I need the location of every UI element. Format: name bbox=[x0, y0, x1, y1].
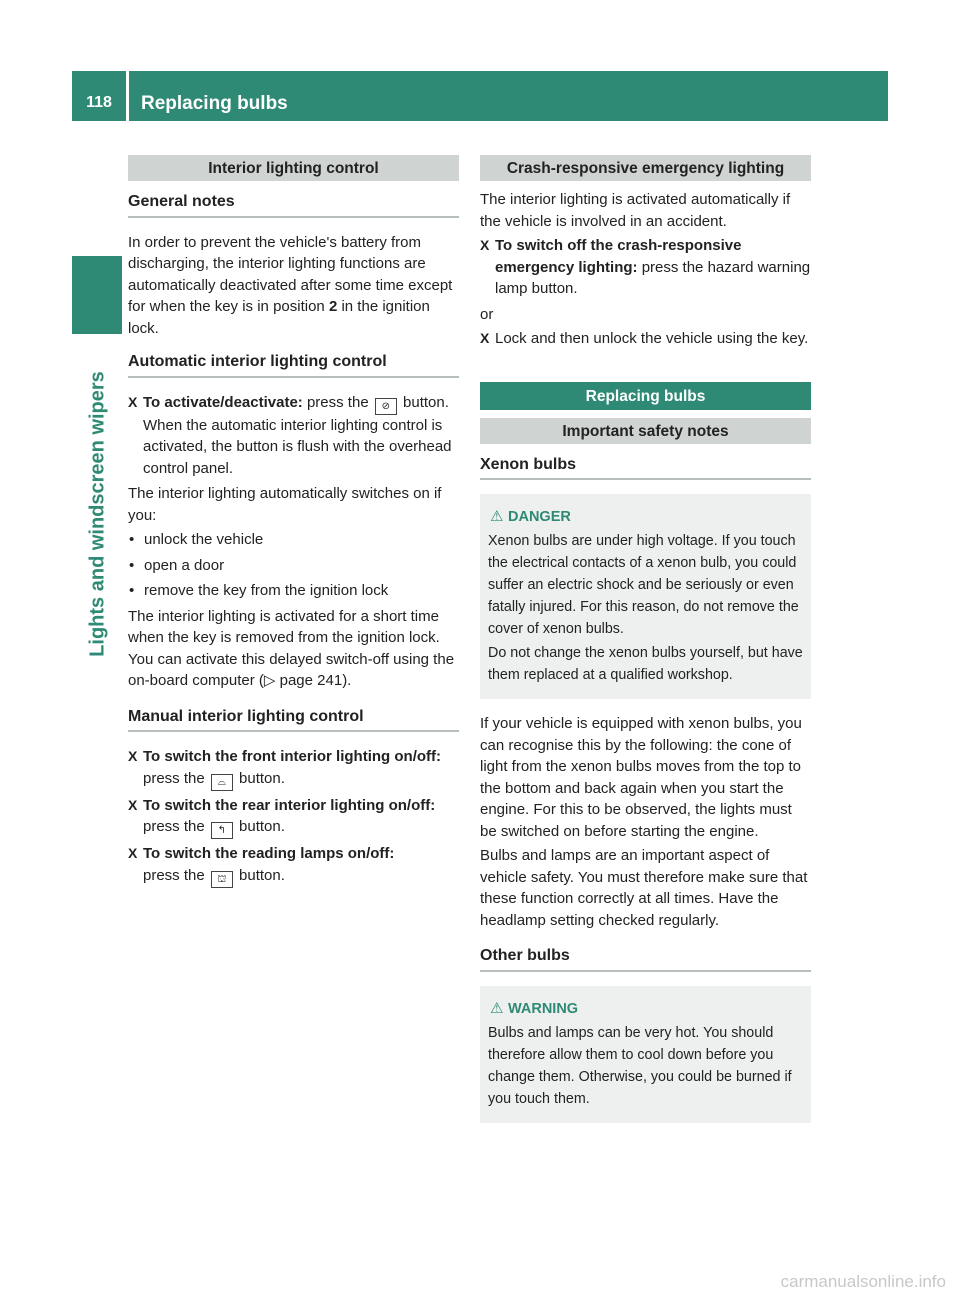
step-arrow-icon: X bbox=[480, 237, 490, 253]
subheading-general-notes: General notes bbox=[128, 191, 459, 218]
page-title: Replacing bulbs bbox=[141, 93, 288, 114]
section-heading-interior-lighting: Interior lighting control bbox=[128, 155, 459, 181]
rear-light-button-icon: ↰ bbox=[211, 822, 233, 839]
switch-intro: The interior lighting automatically switches on if you: bbox=[128, 485, 442, 524]
step-arrow-icon: X bbox=[128, 796, 138, 813]
warning-triangle-icon: ⚠ bbox=[490, 508, 504, 525]
step-rear-lighting: X To switch the rear interior lighting on/off: press the ↰ button. bbox=[128, 795, 459, 840]
page-number: 118 bbox=[86, 94, 112, 111]
delay-paragraph: The interior lighting is activated for a short time when the key is removed from the ignition lock. You can activate this delayed switch-off using the on-board computer (▷ page 241). bbox=[128, 607, 455, 689]
subheading-automatic-control: Automatic interior lighting control bbox=[128, 351, 459, 378]
subheading-manual-control: Manual interior lighting control bbox=[128, 706, 459, 733]
step-arrow-icon: X bbox=[480, 330, 490, 346]
step-arrow-icon: X bbox=[128, 393, 138, 410]
list-item: • unlock the vehicle bbox=[129, 531, 264, 548]
header-divider bbox=[126, 71, 129, 121]
reading-lamp-button-icon: ⛫ bbox=[211, 871, 233, 888]
watermark-url: carmanualsonline.info bbox=[780, 1272, 946, 1291]
subheading-xenon-bulbs: Xenon bulbs bbox=[480, 454, 811, 481]
step-arrow-icon: X bbox=[128, 748, 138, 764]
general-notes-paragraph: In order to prevent the vehicle's battery from discharging, the interior lighting functions are automatically deactivated after some time except for when the key is in position 2 in the ignition lock. bbox=[128, 233, 453, 337]
step-front-lighting: X To switch the front interior lighting on/off: press the ⌓ button. bbox=[128, 746, 459, 791]
section-heading-safety-notes: Important safety notes bbox=[480, 418, 811, 444]
step-reading-lamps: X To switch the reading lamps on/off: press the ⛫ button. bbox=[128, 843, 459, 888]
warning-triangle-icon: ⚠ bbox=[490, 999, 504, 1017]
section-heading-crash-lighting: Crash-responsive emergency lighting bbox=[480, 155, 811, 181]
subheading-other-bulbs: Other bulbs bbox=[480, 945, 811, 972]
list-item: • remove the key from the ignition lock bbox=[129, 582, 389, 599]
xenon-paragraph-1: If your vehicle is equipped with xenon bulbs, you can recognise this by the following: the cone of light from the xenon bulbs moves from the top to the bottom and back again when you start the engine. For this to be observed, the lights must be switched on before starting the engine. bbox=[480, 715, 802, 840]
step-switch-off-crash: X To switch off the crash-responsive emergency lighting: press the hazard warning lamp button. bbox=[480, 237, 811, 297]
step-activate-deactivate: X To activate/deactivate: press the ⊘ button. When the automatic interior lighting control is activated, the button is flush with the overhead control panel. bbox=[128, 393, 452, 477]
step-lock-unlock: X Lock and then unlock the vehicle using the key. bbox=[480, 328, 811, 350]
chapter-tab-label: Lights and windscreen wipers bbox=[86, 371, 109, 657]
step-arrow-icon: X bbox=[128, 845, 138, 861]
left-column bbox=[128, 155, 459, 892]
step-detail: When the automatic interior lighting control is activated, the button is flush with the overhead control panel. bbox=[143, 416, 452, 477]
or-text: or bbox=[480, 305, 494, 323]
front-light-button-icon: ⌓ bbox=[211, 774, 233, 791]
chapter-tab-marker bbox=[72, 256, 122, 334]
danger-title: ⚠ DANGER bbox=[488, 506, 803, 528]
warning-title: ⚠ WARNING bbox=[488, 998, 803, 1020]
crash-intro: The interior lighting is activated automatically if the vehicle is involved in an accident. bbox=[480, 191, 791, 230]
warning-box: ⚠ WARNING Bulbs and lamps can be very hot. You should therefore allow them to cool down before you change them. Otherwise, you could be burned if you touch them. bbox=[480, 986, 811, 1123]
automatic-light-button-icon: ⊘ bbox=[375, 398, 397, 415]
xenon-paragraph-2: Bulbs and lamps are an important aspect of vehicle safety. You must therefore make sure that these function correctly at all times. Have the headlamp setting checked regularly. bbox=[480, 847, 808, 929]
chapter-heading-replacing-bulbs: Replacing bulbs bbox=[480, 382, 811, 410]
list-item: • open a door bbox=[129, 556, 225, 574]
page-reference-link[interactable]: ▷ page 241 bbox=[263, 672, 343, 689]
danger-box: ⚠ DANGER Xenon bulbs are under high voltage. If you touch the electrical contacts of a xenon bulb, you could suffer an electric shock and be seriously or even fatally injured. For this reason, do not remove the cover of xenon bulbs. Do not change the xenon bulbs yourself, but have them replaced at a qualified workshop. bbox=[480, 494, 811, 699]
right-column bbox=[480, 155, 811, 1137]
